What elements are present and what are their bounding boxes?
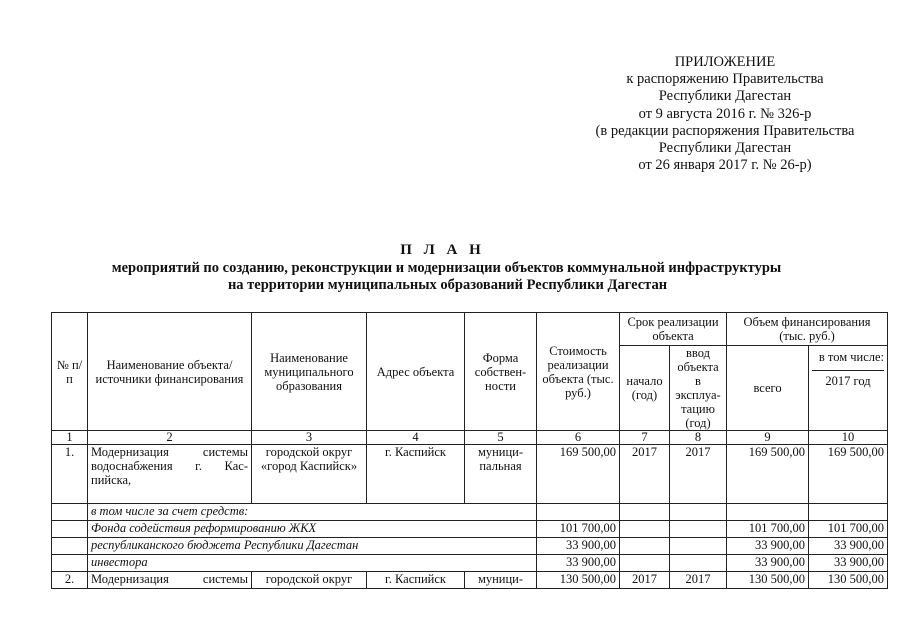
appendix-line: от 26 января 2017 г. № 26-р) (638, 157, 812, 174)
plan-table (51, 312, 888, 589)
sources-label: в том числе за счет средств: (88, 504, 537, 521)
header-ownership: Форма собствен-ности (465, 313, 537, 431)
header-municipality: Наименование муниципального образования (252, 313, 367, 431)
col-number: 7 (620, 431, 670, 445)
row-start: 2017 (620, 445, 670, 504)
col-number: 1 (52, 431, 88, 445)
header-num: № п/п (52, 313, 88, 431)
col-number: 3 (252, 431, 367, 445)
source-year: 33 900,00 (809, 555, 888, 572)
source-cost: 101 700,00 (537, 521, 620, 538)
table-row (52, 538, 888, 555)
title-subtitle: мероприятий по созданию, реконструкции и модернизации объектов коммунальной инфраструктуры (111, 260, 782, 276)
col-number: 5 (465, 431, 537, 445)
header-cost: Стоимость реализации объекта (тыс. руб.) (537, 313, 620, 431)
row-commission: 2017 (670, 445, 727, 504)
row-name: Модернизация системы водоснабжения г. Кас-пийска, (88, 445, 252, 504)
source-cost: 33 900,00 (537, 555, 620, 572)
appendix-line: к распоряжению Правительства (626, 71, 824, 88)
col-number: 2 (88, 431, 252, 445)
row-cost: 130 500,00 (537, 572, 620, 589)
source-year: 33 900,00 (809, 538, 888, 555)
col-number: 6 (537, 431, 620, 445)
source-year: 101 700,00 (809, 521, 888, 538)
header-incl: в том числе: (818, 350, 885, 364)
row-municipality: городской округ (252, 572, 367, 589)
row-num: 2. (52, 572, 88, 589)
source-name: Фонда содействия реформированию ЖКХ (88, 521, 537, 538)
col-number: 8 (670, 431, 727, 445)
header-row (52, 313, 888, 346)
row-address: г. Каспийск (367, 445, 465, 504)
source-cost: 33 900,00 (537, 538, 620, 555)
source-name: инвестора (88, 555, 537, 572)
table-row (52, 572, 888, 589)
column-numbers-row (52, 431, 888, 445)
appendix-line: от 9 августа 2016 г. № 326-р (638, 105, 812, 122)
source-total: 33 900,00 (727, 555, 809, 572)
title-subtitle-2: на территории муниципальных образований Республики Дагестан (227, 277, 668, 293)
row-address: г. Каспийск (367, 572, 465, 589)
table-row (52, 521, 888, 538)
col-number: 10 (809, 431, 888, 445)
source-name: республиканского бюджета Республики Дагестан (88, 538, 537, 555)
header-incl-year (809, 346, 888, 431)
appendix-block (560, 54, 890, 174)
table-row (52, 555, 888, 572)
row-total: 130 500,00 (727, 572, 809, 589)
row-num: 1. (52, 445, 88, 504)
row-year: 169 500,00 (809, 445, 888, 504)
row-ownership: муници- (465, 572, 537, 589)
header-start: начало (год) (620, 346, 670, 431)
row-start: 2017 (620, 572, 670, 589)
document-title (0, 241, 905, 294)
row-municipality: городской округ «город Каспийск» (252, 445, 367, 504)
appendix-line: Республики Дагестан (658, 140, 792, 157)
row-cost: 169 500,00 (537, 445, 620, 504)
row-commission: 2017 (670, 572, 727, 589)
appendix-line: Республики Дагестан (658, 88, 792, 105)
title-plan: П Л А Н (400, 242, 485, 258)
col-number: 9 (727, 431, 809, 445)
row-year: 130 500,00 (809, 572, 888, 589)
header-commission: ввод объекта в эксплуа-тацию (год) (670, 346, 727, 431)
header-total: всего (727, 346, 809, 431)
header-name: Наименование объекта/источники финансирования (88, 313, 252, 431)
source-total: 33 900,00 (727, 538, 809, 555)
header-year: 2017 год (812, 370, 884, 388)
table-row (52, 445, 888, 504)
table-row (52, 504, 888, 521)
source-total: 101 700,00 (727, 521, 809, 538)
row-ownership: муници-пальная (465, 445, 537, 504)
col-number: 4 (367, 431, 465, 445)
header-period: Срок реализации объекта (620, 313, 727, 346)
row-total: 169 500,00 (727, 445, 809, 504)
appendix-line: ПРИЛОЖЕНИЕ (674, 54, 776, 70)
appendix-line: (в редакции распоряжения Правительства (595, 122, 855, 139)
row-name: Модернизация системы (88, 572, 252, 589)
header-address: Адрес объекта (367, 313, 465, 431)
header-finance: Объем финансирования (тыс. руб.) (727, 313, 888, 346)
